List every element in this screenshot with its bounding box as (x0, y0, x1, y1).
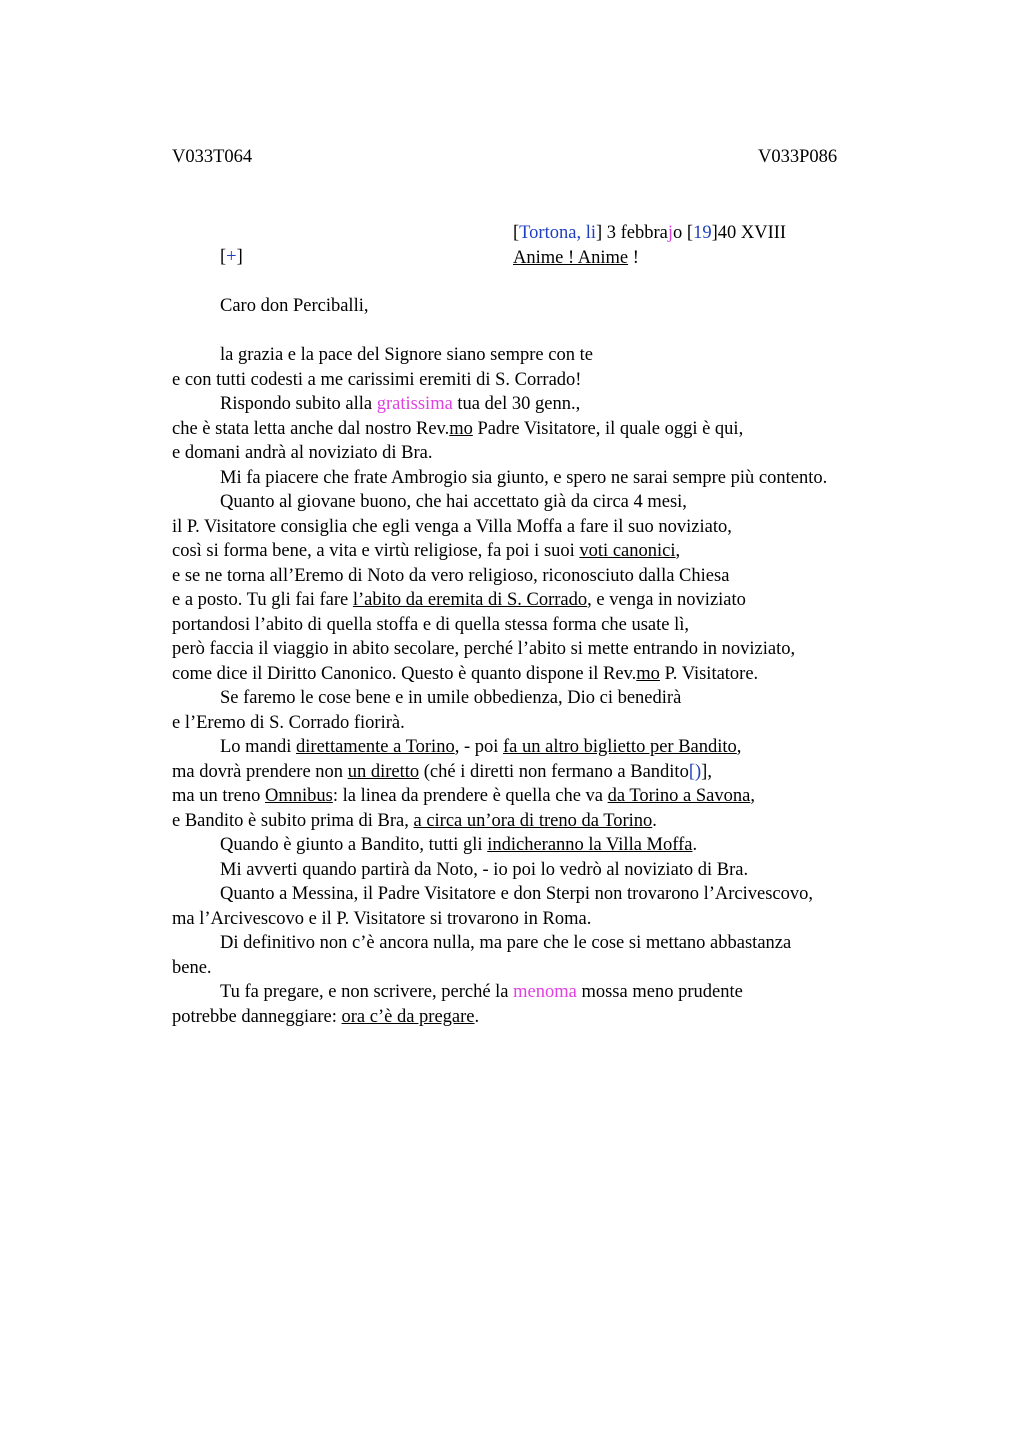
underlined-text: voti canonici (579, 541, 676, 561)
date-year: ]40 XVIII (711, 223, 787, 243)
date-century: 19 (693, 223, 712, 243)
bracket: [ (220, 247, 227, 267)
text-line: Mi fa piacere che frate Ambrogio sia giunto, e spero ne sarai sempre più contento. (220, 467, 828, 488)
text-line: bene. (172, 957, 212, 978)
text-span: . (692, 835, 698, 855)
text-span: così si forma bene, a vita e virtù religiose, fa poi i suoi (172, 541, 580, 561)
bracket: [ (513, 223, 520, 243)
dateline (513, 221, 786, 270)
text-line (172, 760, 932, 785)
salutation: Caro don Perciballi, (220, 296, 369, 316)
text-line: Quanto a Messina, il Padre Visitatore e don Sterpi non trovarono l’Arcivescovo, (220, 884, 813, 904)
text-span: , (736, 737, 742, 757)
text-span: P. Visitatore. (659, 663, 759, 684)
document-reference-right: V033P086 (758, 147, 838, 167)
text-span: Padre Visitatore, il quale oggi è qui, (472, 418, 744, 439)
text-line: e se ne torna all’Eremo di Noto da vero religioso, riconosciuto dalla Chiesa (172, 565, 730, 586)
underlined-text: un diretto (347, 761, 420, 782)
text-line: Mi avverti quando partirà da Noto, - io poi lo vedrò al noviziato di Bra. (220, 859, 749, 880)
text-span: Tu fa pregare, e non scrivere, perché la (220, 982, 514, 1002)
text-span: tua del 30 genn., (452, 394, 581, 414)
place-name: Tortona, li (519, 223, 596, 243)
underlined-text: da Torino a Savona (607, 786, 751, 806)
text-span: Rispondo subito alla (220, 394, 377, 414)
editorial-bracket: [) (688, 761, 702, 782)
motto-line (513, 246, 786, 271)
underlined-text: mo (449, 418, 473, 439)
text-span: come dice il Diritto Canonico. Questo è quanto dispone il Rev. (172, 663, 637, 684)
text-span: ma un treno (172, 786, 265, 806)
motto: Anime ! Anime (513, 247, 629, 268)
text-span: . (652, 810, 657, 831)
text-span: Quando è giunto a Bandito, tutti gli (220, 835, 488, 855)
text-line (172, 417, 932, 442)
text-line: ma l’Arcivescovo e il P. Visitatore si trovarono in Roma. (172, 908, 592, 929)
text-span: Lo mandi (220, 737, 297, 757)
underlined-text: ora c’è da pregare (341, 1006, 475, 1027)
text-line: e l’Eremo di S. Corrado fiorirà. (172, 712, 405, 733)
text-line: il P. Visitatore consiglia che egli venga a Villa Moffa a fare il suo noviziato, (172, 516, 732, 537)
text-line: e con tutti codesti a me carissimi eremiti di S. Corrado! (172, 369, 582, 390)
text-line (172, 539, 932, 564)
underlined-text: direttamente a Torino (296, 737, 455, 757)
underlined-text: fa un altro biglietto per Bandito (503, 737, 737, 757)
text-line: Di definitivo non c’è ancora nulla, ma pare che le cose si mettano abbastanza (220, 933, 792, 953)
text-line: Se faremo le cose bene e in umile obbedienza, Dio ci benedirà (220, 688, 682, 708)
cross-plus: + (226, 247, 237, 267)
text-span: potrebbe danneggiare: (172, 1006, 342, 1027)
date-line (513, 221, 786, 246)
letter-body (172, 343, 932, 1029)
highlighted-word: menoma (513, 982, 577, 1002)
text-span: . (474, 1006, 480, 1027)
date-month-end: o [ (673, 223, 694, 243)
text-span: , - poi (454, 737, 504, 757)
text-line (172, 735, 932, 760)
text-span: ma dovrà prendere non (172, 761, 348, 782)
bracket: ] (236, 247, 243, 267)
text-line: e domani andrà al noviziato di Bra. (172, 443, 433, 463)
text-line (172, 833, 932, 858)
text-span: e Bandito è subito prima di Bra, (172, 810, 414, 831)
text-line (172, 784, 932, 809)
text-line: portandosi l’abito di quella stoffa e di quella stessa forma che usate lì, (172, 614, 689, 635)
text-span: (ché i diretti non fermano a Bandito (419, 761, 689, 782)
underlined-text: a circa un’ora di treno da Torino (413, 810, 653, 831)
text-span: : la linea da prendere è quella che va (332, 786, 608, 806)
highlighted-letter: j (667, 223, 674, 243)
text-span: mossa meno prudente (576, 982, 743, 1002)
text-line: Quanto al giovane buono, che hai accettato già da circa 4 mesi, (220, 492, 687, 512)
underlined-text: mo (636, 663, 660, 684)
text-line (172, 392, 932, 417)
text-span: , (750, 786, 755, 806)
text-line: però faccia il viaggio in abito secolare, perché l’abito si mette entrando in noviziato, (172, 639, 796, 659)
text-line: la grazia e la pace del Signore siano sempre con te (220, 345, 593, 365)
text-line (172, 980, 932, 1005)
highlighted-word: gratissima (376, 394, 453, 414)
text-span: e a posto. Tu gli fai fare (172, 590, 353, 610)
document-reference-left: V033T064 (172, 147, 253, 167)
underlined-text: l’abito da eremita di S. Corrado (352, 590, 588, 610)
text-span: ], (701, 761, 712, 782)
text-span: , (675, 541, 681, 561)
motto-end: ! (628, 247, 639, 268)
underlined-text: indicheranno la Villa Moffa (487, 835, 693, 855)
text-line (172, 662, 932, 687)
text-line (172, 809, 932, 834)
text-span: , e venga in noviziato (587, 590, 746, 610)
text-line (172, 588, 932, 613)
underlined-text: Omnibus (265, 786, 333, 806)
date-day-month: ] 3 febbra (595, 223, 668, 243)
cross-mark (220, 245, 243, 270)
text-line (172, 1005, 932, 1030)
text-span: che è stata letta anche dal nostro Rev. (172, 418, 450, 439)
